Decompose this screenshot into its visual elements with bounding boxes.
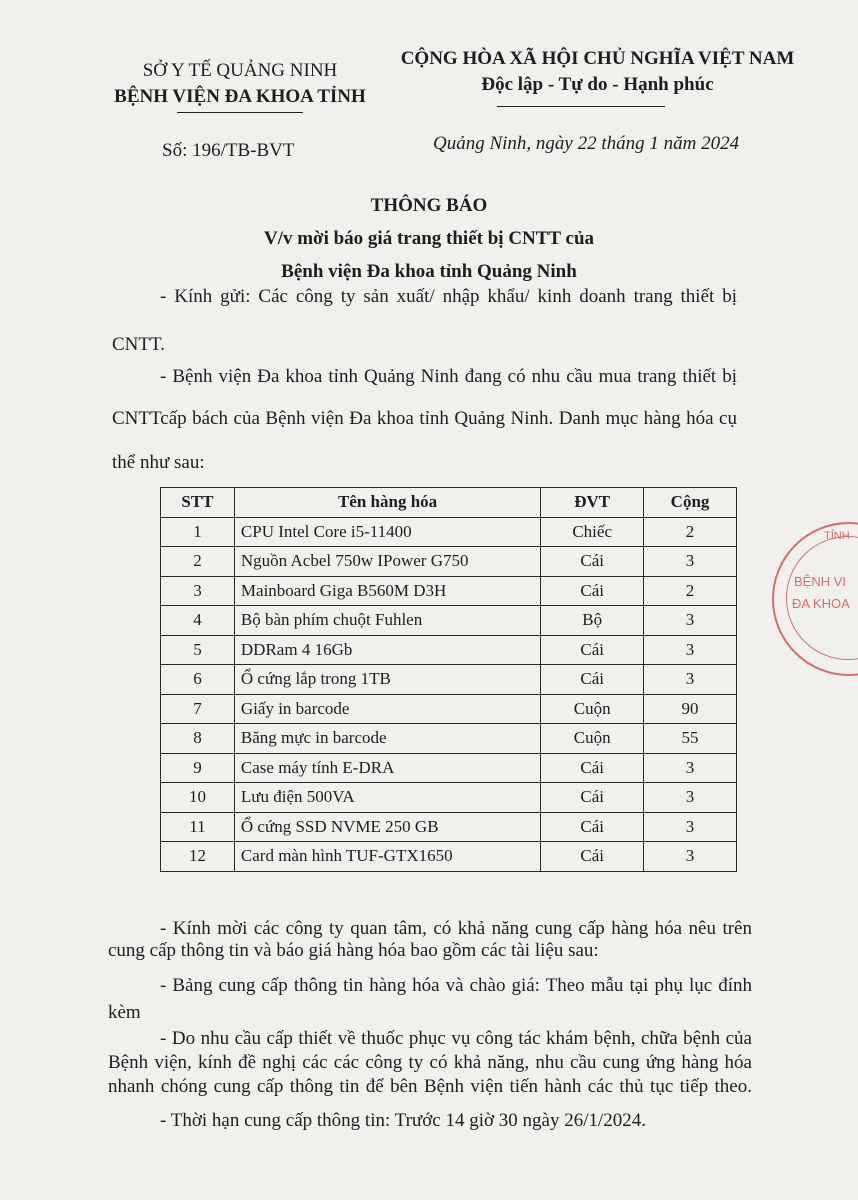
goods-table — [160, 487, 737, 872]
issuer-hospital: BỆNH VIỆN ĐA KHOA TỈNH — [114, 86, 366, 107]
row-stt: 3 — [161, 576, 235, 606]
header-quantity: Cộng — [644, 488, 737, 518]
row-stt: 2 — [161, 547, 235, 577]
row-unit: Cái — [541, 547, 644, 577]
table-header-row — [161, 488, 737, 518]
row-item-name: Case máy tính E-DRA — [234, 753, 540, 783]
row-quantity: 3 — [644, 665, 737, 695]
form-line1: - Bảng cung cấp thông tin hàng hóa và chào giá: Theo mẫu tại phụ lục đính — [160, 975, 752, 996]
row-stt: 5 — [161, 635, 235, 665]
header-stt: STT — [161, 488, 235, 518]
row-stt: 12 — [161, 842, 235, 872]
row-quantity: 3 — [644, 547, 737, 577]
row-unit: Cuộn — [541, 724, 644, 754]
national-title: CỘNG HÒA XÃ HỘI CHỦ NGHĨA VIỆT NAM — [400, 48, 795, 69]
urgent-line1: - Do nhu cầu cấp thiết về thuốc phục vụ công tác khám bệnh, chữa bệnh của — [160, 1028, 752, 1049]
row-quantity: 3 — [644, 635, 737, 665]
table-row — [161, 724, 737, 754]
row-unit: Cuộn — [541, 694, 644, 724]
intro-line1: - Bệnh viện Đa khoa tỉnh Quảng Ninh đang có nhu cầu mua trang thiết bị — [160, 366, 737, 387]
recipient-line2: CNTT. — [112, 334, 165, 355]
table-row — [161, 783, 737, 813]
deadline-line: - Thời hạn cung cấp thông tin: Trước 14 giờ 30 ngày 26/1/2024. — [160, 1110, 647, 1131]
row-stt: 9 — [161, 753, 235, 783]
table-row — [161, 576, 737, 606]
table-row — [161, 842, 737, 872]
row-item-name: Nguồn Acbel 750w IPower G750 — [234, 547, 540, 577]
national-motto-block — [385, 46, 810, 98]
row-stt: 8 — [161, 724, 235, 754]
row-item-name: Card màn hình TUF-GTX1650 — [234, 842, 540, 872]
table-row — [161, 635, 737, 665]
issuer-underline — [177, 112, 303, 113]
recipient-line1: - Kính gửi: Các công ty sản xuất/ nhập khẩu/ kinh doanh trang thiết bị — [160, 286, 737, 307]
row-item-name: Băng mực in barcode — [234, 724, 540, 754]
table-row — [161, 812, 737, 842]
document-number: Số: 196/TB-BVT — [162, 140, 295, 161]
row-unit: Cái — [541, 753, 644, 783]
row-unit: Bộ — [541, 606, 644, 636]
row-item-name: Bộ bàn phím chuột Fuhlen — [234, 606, 540, 636]
national-motto: Độc lập - Tự do - Hạnh phúc — [481, 74, 714, 95]
table-row — [161, 606, 737, 636]
row-stt: 4 — [161, 606, 235, 636]
invite-line1: - Kính mời các công ty quan tâm, có khả năng cung cấp hàng hóa nêu trên — [160, 918, 752, 939]
motto-underline — [497, 106, 665, 107]
row-quantity: 2 — [644, 517, 737, 547]
invite-line2: cung cấp thông tin và báo giá hàng hóa bao gồm các tài liệu sau: — [108, 940, 599, 961]
row-item-name: Lưu điện 500VA — [234, 783, 540, 813]
urgent-line3: nhanh chóng cung cấp thông tin để bên Bệnh viện tiến hành các thủ tục tiếp theo. — [108, 1076, 752, 1097]
row-quantity: 55 — [644, 724, 737, 754]
row-quantity: 90 — [644, 694, 737, 724]
table-row — [161, 694, 737, 724]
row-item-name: Ổ cứng SSD NVME 250 GB — [234, 812, 540, 842]
row-quantity: 3 — [644, 812, 737, 842]
row-quantity: 3 — [644, 606, 737, 636]
header-item-name: Tên hàng hóa — [234, 488, 540, 518]
row-stt: 11 — [161, 812, 235, 842]
row-unit: Cái — [541, 576, 644, 606]
seal-text-line1: BỆNH VI — [794, 574, 847, 589]
hospital-seal — [772, 522, 858, 676]
row-stt: 10 — [161, 783, 235, 813]
row-unit: Cái — [541, 842, 644, 872]
row-quantity: 3 — [644, 783, 737, 813]
row-item-name: Mainboard Giga B560M D3H — [234, 576, 540, 606]
intro-line3: thể như sau: — [112, 452, 205, 473]
table-row — [161, 547, 737, 577]
urgent-line2: Bệnh viện, kính đề nghị các các công ty có khả năng, nhu cầu cung ứng hàng hóa — [108, 1052, 752, 1073]
row-unit: Cái — [541, 665, 644, 695]
table-row — [161, 665, 737, 695]
place-date: Quảng Ninh, ngày 22 tháng 1 năm 2024 — [433, 133, 740, 154]
table-row — [161, 517, 737, 547]
issuer-department: SỞ Y TẾ QUẢNG NINH — [142, 60, 338, 81]
issuer-block — [95, 58, 385, 110]
row-stt: 1 — [161, 517, 235, 547]
table-row — [161, 753, 737, 783]
row-stt: 6 — [161, 665, 235, 695]
row-unit: Cái — [541, 635, 644, 665]
row-quantity: 2 — [644, 576, 737, 606]
row-item-name: Ổ cứng lắp trong 1TB — [234, 665, 540, 695]
intro-line2: CNTTcấp bách của Bệnh viện Đa khoa tỉnh Quảng Ninh. Danh mục hàng hóa cụ — [112, 408, 737, 429]
seal-text-line2: ĐA KHOA — [792, 596, 850, 611]
row-item-name: DDRam 4 16Gb — [234, 635, 540, 665]
row-item-name: CPU Intel Core i5-11400 — [234, 517, 540, 547]
row-unit: Cái — [541, 783, 644, 813]
row-quantity: 3 — [644, 753, 737, 783]
document-title: THÔNG BÁO — [370, 195, 488, 216]
seal-text-top: TỈNH — [824, 530, 850, 542]
row-item-name: Giấy in barcode — [234, 694, 540, 724]
document-subtitle-line2: Bệnh viện Đa khoa tỉnh Quảng Ninh — [281, 261, 577, 282]
row-unit: Cái — [541, 812, 644, 842]
document-subtitle-line1: V/v mời báo giá trang thiết bị CNTT của — [263, 228, 595, 249]
row-quantity: 3 — [644, 842, 737, 872]
row-unit: Chiếc — [541, 517, 644, 547]
row-stt: 7 — [161, 694, 235, 724]
header-unit: ĐVT — [541, 488, 644, 518]
form-line2: kèm — [108, 1002, 141, 1023]
